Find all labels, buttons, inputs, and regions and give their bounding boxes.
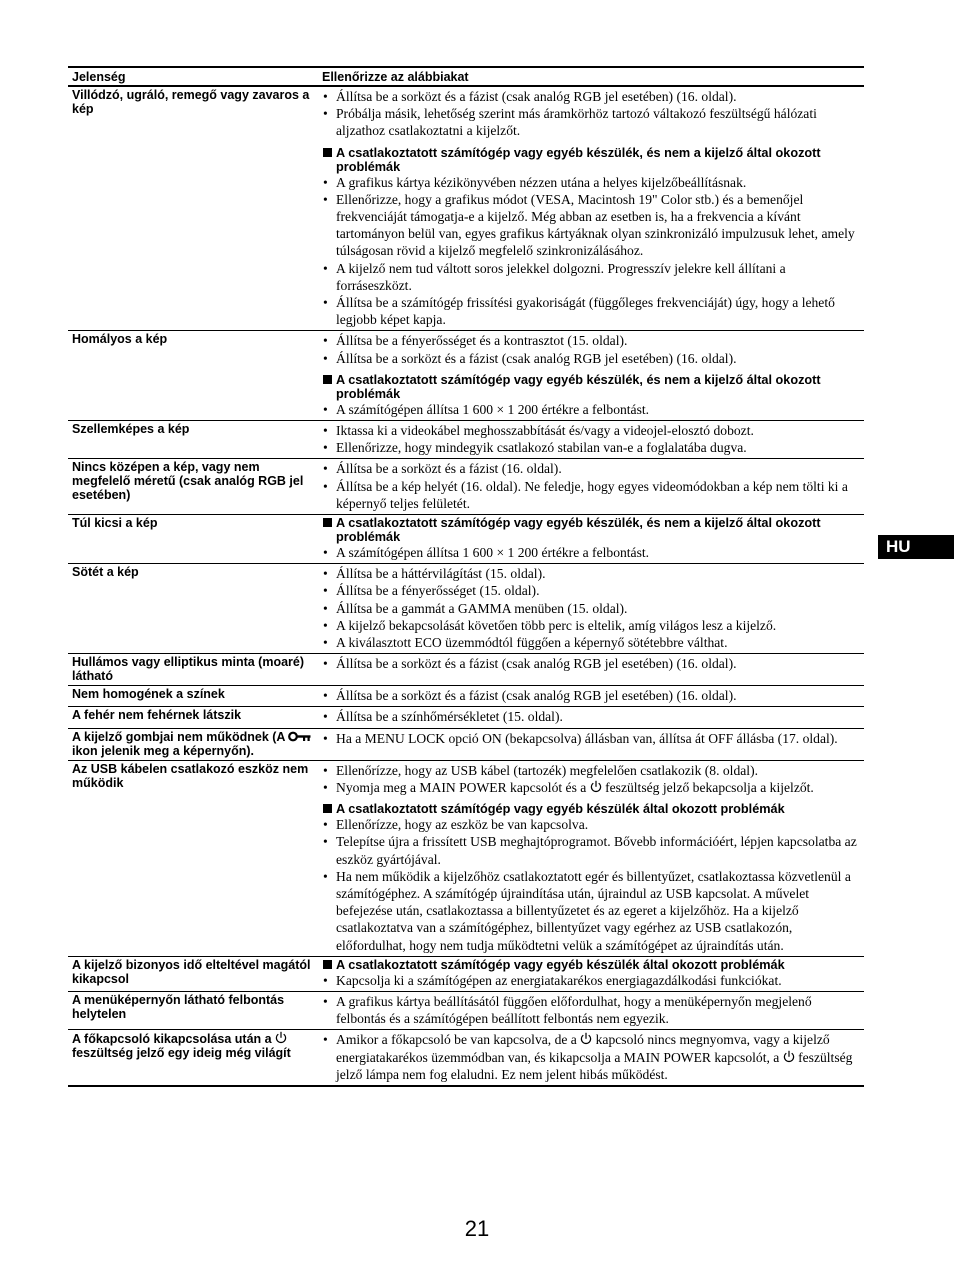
check-item: • A kijelző bekapcsolását követően több perc is eltelik, amíg világos lesz a kijelző. [322, 617, 864, 634]
check-item: • Állítsa be a színhőmérsékletet (15. oldal). [322, 708, 864, 725]
symptom-cell: Nincs középen a kép, vagy nem megfelelő méretű (csak analóg RGB jel esetében) [72, 460, 304, 503]
check-list [322, 544, 864, 561]
check-cell [318, 1031, 864, 1083]
check-list [322, 460, 864, 512]
check-cell [318, 687, 864, 704]
check-cell [318, 332, 864, 418]
check-cell [318, 730, 864, 758]
symptom-cell: Nem homogének a színek [72, 687, 225, 702]
symptom-cell: Az USB kábelen csatlakozó eszköz nem működik [72, 761, 309, 790]
table-row [68, 86, 864, 330]
check-cell [318, 422, 864, 456]
check-item: • Telepítse újra a frissített USB meghajtóprogramot. Bővebb információért, lépjen kapcsolatba az eszköz gyártójával. [322, 833, 864, 867]
table-row [68, 458, 864, 514]
check-item: • Állítsa be a sorközt és a fázist (16. oldal). [322, 460, 864, 477]
check-cell [318, 460, 864, 512]
check-cell [318, 762, 864, 954]
symptom-cell: Túl kicsi a kép [72, 516, 158, 531]
check-item: • Állítsa be a sorközt és a fázist (csak analóg RGB jel esetében) (16. oldal). [322, 655, 864, 672]
table-row [68, 685, 864, 706]
check-item: • Állítsa be a sorközt és a fázist (csak analóg RGB jel esetében) (16. oldal). [322, 687, 864, 704]
header-symptom: Jelenség [72, 70, 126, 84]
cause-subheading: A csatlakoztatott számítógép vagy egyéb készülék, és nem a kijelző által okozott problémák [322, 516, 864, 544]
table-row [68, 420, 864, 458]
cause-subheading: A csatlakoztatott számítógép vagy egyéb készülék, és nem a kijelző által okozott problémák [322, 146, 864, 174]
check-list [322, 655, 864, 672]
table-row [68, 706, 864, 727]
check-item: • Állítsa be a fényerősséget (15. oldal). [322, 582, 864, 599]
check-item: • Ellenőrizze, hogy mindegyik csatlakozó stabilan van-e a foglalatába dugva. [322, 439, 864, 456]
check-list [322, 762, 864, 796]
check-item: • Ellenőrízze, hogy az USB kábel (tartozék) megfelelően csatlakozik (8. oldal). [322, 762, 864, 779]
check-item: • A kiválasztott ECO üzemmódtól függően a képernyő sötétebbre válthat. [322, 634, 864, 651]
table-header [68, 68, 864, 86]
check-list [322, 730, 864, 747]
power-icon [275, 1031, 287, 1044]
check-list [322, 972, 864, 989]
check-cell [318, 958, 864, 989]
check-item: • Próbálja másik, lehetőség szerint más áramkörhöz tartozó váltakozó feszültségű hálózati aljzathoz csatlakoztatni a kijelzőt. [322, 105, 864, 139]
symptom-cell: Szellemképes a kép [72, 422, 190, 437]
language-tab: HU [878, 535, 954, 559]
symptom-cell: A menüképernyőn látható felbontás helytelen [72, 992, 285, 1021]
table-row [68, 563, 864, 653]
check-list [322, 174, 864, 329]
check-list [322, 816, 864, 954]
symptom-cell: A kijelző bizonyos idő elteltével magától kikapcsol [72, 957, 311, 986]
symptom-cell: A kijelző gombjai nem működnek (A ikon jelenik meg a képernyőn). [68, 730, 318, 758]
check-item: • Ellenőrízze, hogy az eszköz be van kapcsolva. [322, 816, 864, 833]
table-row [68, 1029, 864, 1085]
cause-subheading: A csatlakoztatott számítógép vagy egyéb készülék, és nem a kijelző által okozott problémák [322, 373, 864, 401]
check-list [322, 88, 864, 140]
symptom-cell: Homályos a kép [72, 332, 168, 347]
check-item: • Állítsa be a háttérvilágítást (15. oldal). [322, 565, 864, 582]
header-check: Ellenőrizze az alábbiakat [322, 70, 469, 84]
check-item: • Ha a MENU LOCK opció ON (bekapcsolva) állásban van, állítsa át OFF állásba (17. oldal). [322, 730, 864, 747]
power-icon [590, 780, 602, 793]
check-cell [318, 993, 864, 1027]
check-list [322, 401, 864, 418]
check-item: • Amikor a főkapcsoló be van kapcsolva, de a kapcsoló nincs megnyomva, vagy a kijelző energiatakarékos üzemmódban van, és kikapcsolja a MAIN POWER kapcsolót, a feszültség jelző lámpa nem fog elaludni. Ez nem jelent hibás működést. [322, 1031, 864, 1083]
check-item: • Állítsa be a kép helyét (16. oldal). Ne feledje, hogy egyes videomódokban a kép nem tölti ki a képernyő teljes felületét. [322, 478, 864, 512]
check-item: • Állítsa be a sorközt és a fázist (csak analóg RGB jel esetében) (16. oldal). [322, 350, 864, 367]
check-item: • A grafikus kártya beállításától függően előfordulhat, hogy a menüképernyőn megjelenő felbontás és a számítógépen beállított felbontás nem egyezik. [322, 993, 864, 1027]
cause-subheading: A csatlakoztatott számítógép vagy egyéb készülék által okozott problémák [322, 802, 864, 816]
check-list [322, 422, 864, 456]
check-list [322, 993, 864, 1027]
check-list [322, 565, 864, 651]
check-cell [318, 88, 864, 328]
check-item: • Kapcsolja ki a számítógépen az energiatakarékos energiagazdálkodási funkciókat. [322, 972, 864, 989]
check-item: • A kijelző nem tud váltott soros jelekkel dolgozni. Progresszív jelekre kell állítani a forráseszközt. [322, 260, 864, 294]
check-list [322, 708, 864, 725]
check-item: • Iktassa ki a videokábel meghosszabbítását és/vagy a videojel-elosztó dobozt. [322, 422, 864, 439]
check-list [322, 332, 864, 366]
table-row [68, 956, 864, 991]
check-item: • Állítsa be a fényerősséget és a kontrasztot (15. oldal). [322, 332, 864, 349]
check-cell [318, 565, 864, 651]
cause-subheading: A csatlakoztatott számítógép vagy egyéb készülék által okozott problémák [322, 958, 864, 972]
symptom-cell: Villódzó, ugráló, remegő vagy zavaros a kép [72, 88, 310, 116]
symptom-cell: A főkapcsoló kikapcsolása után a feszültség jelző egy ideig még világít [72, 1032, 291, 1061]
troubleshooting-table [68, 66, 864, 1087]
table-row [68, 514, 864, 563]
check-cell [318, 655, 864, 683]
table-row [68, 653, 864, 685]
key-icon [288, 731, 312, 742]
check-cell [318, 708, 864, 725]
check-cell [318, 516, 864, 561]
check-item: • A grafikus kártya kézikönyvében nézzen utána a helyes kijelzőbeállításnak. [322, 174, 864, 191]
check-item: • Állítsa be a számítógép frissítési gyakoriságát (függőleges frekvenciáját) úgy, hogy a lehető legjobb képet kapja. [322, 294, 864, 328]
check-item: • Nyomja meg a MAIN POWER kapcsolót és a feszültség jelző bekapcsolja a kijelzőt. [322, 779, 864, 796]
power-icon [783, 1050, 795, 1063]
check-list [322, 687, 864, 704]
table-row [68, 991, 864, 1029]
check-item: • Ha nem működik a kijelzőhöz csatlakoztatott egér és billentyűzet, csatlakoztassa közvetlenül a számítógéphez. A számítógép újraindítása után, újraindul az USB kapcsolat. A művelet befejezése után, csatlakoztassa a billentyűzetet és az egeret a kijelzőhöz. Ha a kijelző csatlakoztatva van a számítógéphez, billentyűzet vagy egérhez az USB csatlakozón, előfordulhat, hogy nem tudja működtetni velük a számítógépet az újraindítás után. [322, 868, 864, 954]
table-row [68, 330, 864, 420]
page-number: 21 [464, 1216, 490, 1241]
symptom-cell: Hullámos vagy elliptikus minta (moaré) látható [72, 655, 305, 684]
power-icon [580, 1032, 592, 1045]
check-item: • Ellenőrizze, hogy a grafikus módot (VESA, Macintosh 19" Color stb.) és a bemenőjel frekvenciáját támogatja-e a kijelző. Még abban az esetben is, ha a frekvencia a kívánt tartományon belül van, egyes grafikus kártyáknak olyan szinkronizáló impulzusuk lehet, amely túlságosan rövid a kijelző megfelelő szinkronizálásához. [322, 191, 864, 260]
check-list [322, 1031, 864, 1083]
table-row [68, 728, 864, 760]
table-row [68, 760, 864, 956]
check-item: • Állítsa be a gammát a GAMMA menüben (15. oldal). [322, 600, 864, 617]
check-item: • A számítógépen állítsa 1 600 × 1 200 értékre a felbontást. [322, 544, 864, 561]
check-item: • Állítsa be a sorközt és a fázist (csak analóg RGB jel esetében) (16. oldal). [322, 88, 864, 105]
symptom-cell: Sötét a kép [72, 565, 139, 580]
check-item: • A számítógépen állítsa 1 600 × 1 200 értékre a felbontást. [322, 401, 864, 418]
symptom-cell: A fehér nem fehérnek látszik [72, 708, 242, 723]
